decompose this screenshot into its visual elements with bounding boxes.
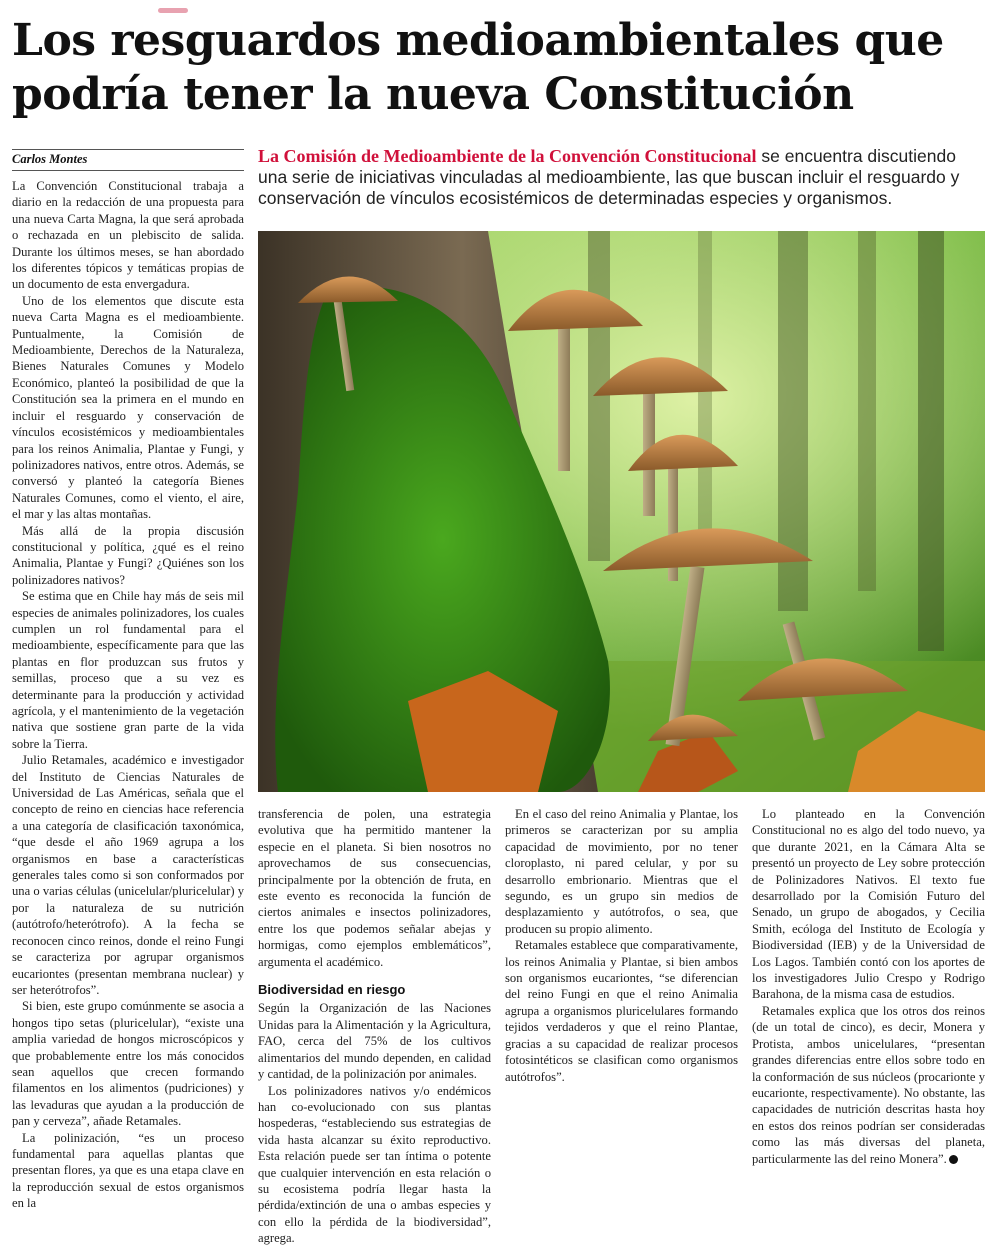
byline: Carlos Montes — [12, 152, 88, 166]
lede-text: se encuentra discutiendo una serie de iniciativas vinculadas al medioambiente, las que buscan incluir el resguardo y conservación de vínculos ecosistémicos de determinadas especies y organismos. — [258, 146, 960, 208]
headline: Los resguardos medioambientales que podría tener la nueva Constitución — [12, 15, 944, 120]
paragraph: La Convención Constitucional trabaja a diario en la redacción de una propuesta para una nueva Carta Magna, la que será aprobada o rechazada en un plebiscito de salida. Durante los últimos meses, se han abordado los diferentes tópicos y temáticas propias de un documento de esta envergadura. — [12, 179, 244, 292]
end-mark-icon — [949, 1155, 958, 1164]
lede — [258, 146, 983, 209]
paragraph: Los polinizadores nativos y/o endémicos han co-evolucionado con sus plantas hospederas, “estableciendo sus estrategias de vida hasta alcanzar su éxito reproductivo. Esta relación puede ser tan íntima o potente que cualquier intervención en esta relación o su ecosistema podría llegar hasta la pérdida/extinción de una o ambas especies y con ello la pérdida de la biodiversidad”, agrega. — [258, 1083, 491, 1246]
paragraph: Se estima que en Chile hay más de seis mil especies de animales polinizadores, los cuales cumplen un rol fundamental para el medioambiente, específicamente para que las plantas en flor produzcan sus frutos y semillas, proceso que a su vez es determinante para la producción y actividad agrícola, y el mantenimiento de la vegetación nativa que sostiene gran parte de la vida sobre la Tierra. — [12, 589, 244, 751]
column-1 — [12, 178, 244, 1211]
paragraph: transferencia de polen, una estrategia evolutiva que ha permitido mantener la especie en el planeta. Si bien nosotros no aprovechamos de sus consecuencias, principalmente por la obtención de fruta, en este evento es reconocida la función de ciertos animales e insectos polinizadores, entre los que podemos señalar abejas y hormigas, como ejemplos emblemáticos”, argumenta el académico. — [258, 807, 491, 969]
paragraph: Si bien, este grupo comúnmente se asocia a hongos tipo setas (pluricelular), “existe una amplia variedad de hongos microscópicos y que probablemente entre los más conocidos sean aquellos que crecen formando filamentos en los alimentos (pudriciones) y las levaduras que ayudan a la producción de pan y cerveza”, añade Retamales. — [12, 999, 244, 1129]
mushroom-photo — [258, 231, 985, 792]
paragraph: Lo planteado en la Convención Constitucional no es algo del todo nuevo, ya que durante 2021, en la Cámara Alta se presentó un proyecto de Ley sobre protección de Polinizadores Nativos. El texto fue desarrollado por la Comisión Futuro del Senado, un grupo de abogados, y Cecilia Smith, ecóloga del Instituto de Ecología y Biodiversidad (IEB) y de la Universidad de Los Lagos. También contó con los aportes de los investigadores Julio Crespo y Rodrigo Barahona, de la misma casa de estudios. — [752, 807, 985, 1002]
paragraph — [752, 1003, 985, 1167]
paragraph: Julio Retamales, académico e investigador del Instituto de Ciencias Naturales de Universidad de Las Américas, señala que el concepto de reino en ciencias hace referencia a una categoría de clasificación taxonómica, “que desde el año 1969 agrupa a los organismos en base a características generales tales como si son conformados por una o varias células (unicelular/pluricelular) y por la naturaleza de su nutrición (autótrofo/heterótrofo). A la fecha se reconocen cinco reinos, donde el reino Fungi se caracteriza por agrupar organismos eucariontes (presentan membrana nuclear) y ser heterótrofos”. — [12, 753, 244, 997]
paragraph: En el caso del reino Animalia y Plantae, los primeros se caracterizan por su amplia capacidad de movimiento, por no tener cloroplasto, ni pared celular, y por su desarrollo embrionario. Mientras que el segundo, es un grupo sin medios de desplazamiento y autótrofos, o sea, que producen su propio alimento. — [505, 807, 738, 936]
paragraph: Según la Organización de las Naciones Unidas para la Alimentación y la Agricultura, FAO, cerca del 75% de los cultivos alimentarios del mundo dependen, en calidad y cantidad, de la polinización por animales. — [258, 1001, 491, 1082]
column-2 — [258, 806, 491, 1246]
byline-rule-bottom — [12, 170, 244, 171]
paragraph: Uno de los elementos que discute esta nueva Carta Magna es el medioambiente. Puntualmente, la Comisión de Medioambiente, Derechos de la Naturaleza, Bienes Naturales Comunes y Modelo Económico, planteó la posibilidad de que la Constitución sea la primera en el mundo en incluir el resguardo y conservación de vínculos ecosistémicos y medioambientales para los reinos Animalia, Plantae y Fungi, y polinizadores nativos, entre otros. Además, se conversó y planteó la categoría Bienes Naturales Comunes, como el viento, el aire, el mar y las altas montañas. — [12, 293, 244, 522]
byline-rule-top — [12, 149, 244, 150]
column-4 — [752, 806, 985, 1178]
lede-highlight: La Comisión de Medioambiente de la Convención Constitucional — [258, 146, 757, 166]
paragraph-text: Retamales explica que los otros dos reinos (de un total de cinco), es decir, Monera y Protista, ambos unicelulares, “presentan grandes diferencias entre ellos sobre todo en la conformación de sus núcleos (procarionte y eucarionte, respectivamente). No obstante, las capacidades de nutrición descritas hasta hoy en estos dos reinos podrían ser consideradas como las más diversas del planeta, particularmente las del reino Monera”. — [752, 1003, 985, 1166]
paragraph: La polinización, “es un proceso fundamental para aquellas plantas que presentan flores, ya que es una etapa clave en la reproducción sexual de estos organismos en la — [12, 1130, 244, 1211]
subhead: Biodiversidad en riesgo — [258, 982, 406, 998]
paragraph: Más allá de la propia discusión constitucional y política, ¿qué es el reino Animalia, Plantae y Fungi? ¿Quiénes son los polinizadores nativos? — [12, 523, 244, 587]
paragraph: Retamales establece que comparativamente, los reinos Animalia y Plantae, si bien ambos son organismos eucariontes, “se diferencian del reino Fungi en que el reino Animalia agrupa a organismos pluricelulares formando tejidos verdaderos y que el reino Plantae, gracias a su capacidad de realizar procesos fotosintéticos se clasifican como organismos autótrofos”. — [505, 938, 738, 1084]
top-accent-bar — [158, 8, 188, 13]
column-3 — [505, 806, 738, 1178]
